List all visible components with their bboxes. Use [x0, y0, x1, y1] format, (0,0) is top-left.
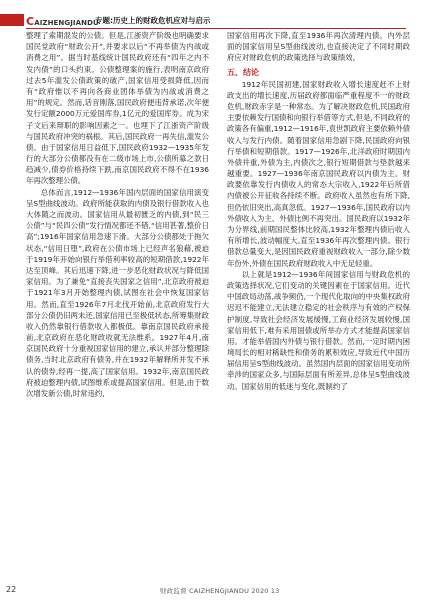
page-number: 22 [6, 585, 17, 594]
page-header [0, 12, 427, 32]
body-paragraph: 1912年民国初建,国家财政收入增长速度赶不上财政支出的增长速度,历届政府都面临严重程度不一的财政危机,财政赤字是一种常态。为了解决财政危机,民国政府主要依赖发行国债和向银行举借等方式,但是,不同政府的政策各有偏重,1912—1916年,袁世凯政府主要依赖外债收入与发行内债。随着国家信用急剧下降,民国政府向银行举债和短期借款。1917—1926年,北洋政府时期国内外债并重,外债为主,内债次之,银行短期借款与垫款越来越重要。1927—1936年南京国民政府以内债为主。财政要依靠发行内债收入的常态大宗收入,1922年后所借内债被公开征收各持续不断。政府收入虽然也有所下降,但仍依旧突出,高真忽低。1927—1936年,国民政府以内外债收入为主、外债比例不再突出。国民政府以1932年为分界线,前期国民整体比较高,1932年整理内债后收入有所增长,波动幅度大,直至1936年再次整理内债。银行借款总量变大,是因国民政府重视财政收入一部分,除少数年份外,外债在国民政府财政收入中无足轻重。 [227, 79, 410, 268]
body-paragraph: 整理了索期混发的公债。但是,江浙资产阶级也明确要求国民党政府“财政公开”,并要求以后“不再举债为内战或消费之用”。据当时基线统计国民政府还有“四年之内不发内债”的口头约束。公债整理案的施行,表明南京政府过去5年滥发公债政策的破产,国家信用受损降低,因而有“政府惟以不再向各商业团体举债为内战或消费之用”的规定。然而,话音刚落,国民政府便违背承诺,次年便发行定额2000万元爱国库券,1亿元的爱国库券。成为宋子文后来辩职的影响因素之一。也埋下了江浙资产阶级与国民政府冲突的祸根。其后,国民政府一再失信,滥发公债。由于国家信用日益低下,国民政府1932—1935年发行的大部分公债都没有在二级市场上市,公债所募之款日趋减少,债券价格持续下跌,南京国民政府不得不在1936年再次整理公债。 [26, 31, 209, 186]
publication-name [26, 15, 99, 28]
body-paragraph: 总体而言,1912—1936年国内层面的国家信用演变呈S型曲线波动。政府所能获取的内债及银行借款收入也大体随之而波动。国家信用从最初匮乏的内债,到“民三公债”与“民四公债”发行情况都还不错,“信用甚著,整价日高”;1916年国家信用急速下滑。大部分公债都处于拖欠状态,“信用日堕”,政府在公债市场上已经声名狼藉,被迫于1919年开始向银行举借利率较高的短期借款,1922年达至顶峰。其后迅速下降,进一步恶化财政状况与降低国家信用。为了兼免“直接丧失国家之信用”,北京政府被迫于1921年3月开始整理内债,试图在社会中恢复国家信用。然而,直至1926年7月北伐开始前,北京政府发行大部分公债仍旧两未还,国家信用已至极低状态,所筹集财政收入仍然靠银行借款收入都极低。靠南京国民政府承接前,北京政府在恶化财政收就无法维系。1927年4月,南京国民政府十分重视国家信用的建立,承认并部分整理除债务,当时北京政府有债务,并在1932年解释所并发不承认的债券,经再一提,高了国家信用。1932年,南京国民政府被迫整理内债,试图维系或提高国家信用。但是,由于数次增发新公债,时常违约, [26, 187, 209, 398]
body-paragraph: 以上就是1912—1936年间国家信用与财政危机的政策选择状况,它们变动的关键因素在于国家信用。近代中国政局动荡,战争频仍,一个现代化取向的中央集权政府迟迟不能建立,无法建立稳定的社会秩序与有效的产权保护制度,导致社会经济发展缓慢,工商业经济发展较慢,国家信用低下,难有采用国债或所举办方式才能提高国家信用。才能举借国内外债与银行借款。然而,一定时期内困境局长的相对稀缺性和债务的累积效应,导致近代中国历届信用呈S型曲线波动。虽然国内层面的国家信用变动所牵涉的国家众多,与国际层面有所差异,总体呈S型曲线波动。国家信用的低迷与变化,既制约了 [227, 269, 410, 391]
publication-logo [0, 14, 24, 26]
section-topic: 专题:历史上的财政危机应对与启示 [95, 16, 211, 25]
left-text-column [26, 30, 209, 399]
body-paragraph: 国家信用再次下降,直至1936年再次清理内债。内外层面的国家信用呈S型曲线波动,也直接决定了不同时期政府应对财政危机的政策选择与政策绩效。 [227, 31, 410, 63]
publication-name-rest: AIZHENGJIANDU [34, 19, 99, 27]
footer-journal-info: 财政监督 CAIZHENGJIANDU 2020 13 [160, 587, 280, 595]
page-footer [0, 583, 427, 597]
header-divider [26, 28, 406, 29]
publication-initial: C [26, 15, 35, 28]
right-text-column [227, 30, 410, 392]
section-heading: 五、结论 [227, 67, 259, 77]
